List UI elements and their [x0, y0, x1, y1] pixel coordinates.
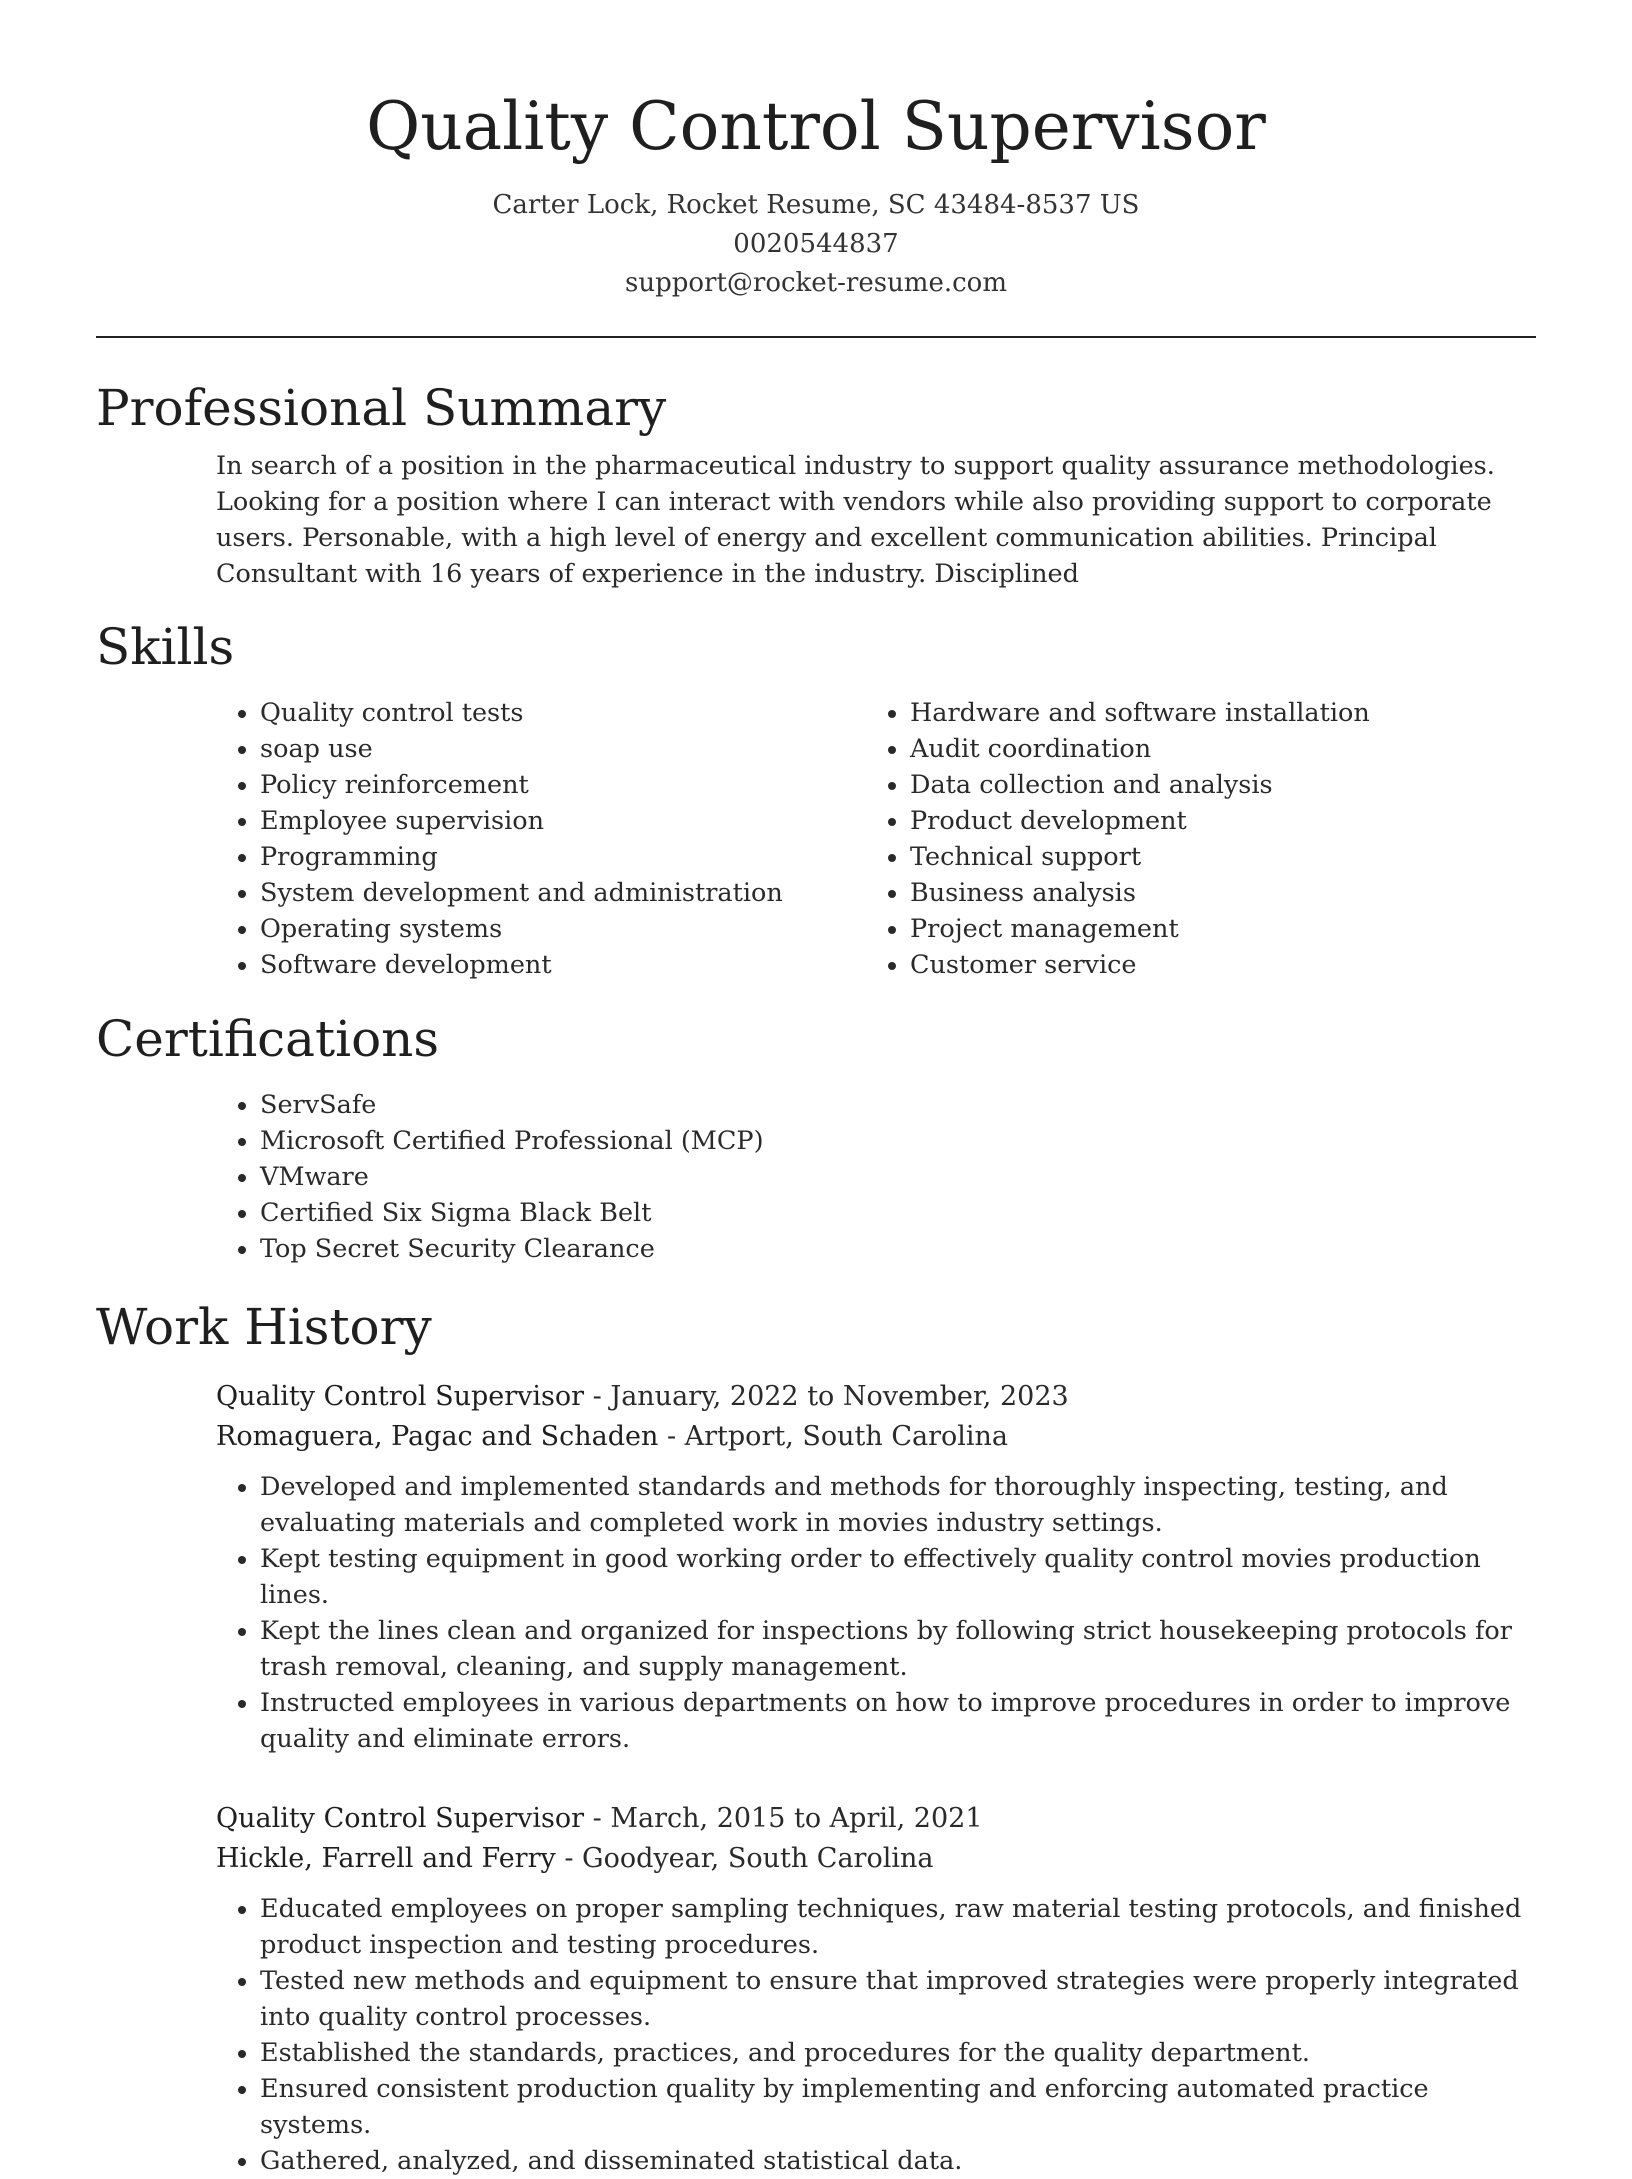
skills-heading: Skills [96, 618, 235, 677]
certification-item: • Microsoft Certified Professional (MCP) [260, 1123, 1536, 1159]
job-bullet: • Instructed employees in various departments on how to improve procedures in order to improve quality and eliminate errors. [260, 1685, 1536, 1757]
certification-item: • Top Secret Security Clearance [260, 1231, 1536, 1267]
certification-item: • ServSafe [260, 1087, 1536, 1123]
job-title-line [216, 1377, 1536, 1417]
certifications-heading: Certifications [96, 1010, 440, 1069]
skill-item: • System development and administration [260, 875, 866, 911]
contact-address: Carter Lock, Rocket Resume, SC 43484-8537 US [492, 189, 1140, 220]
header-divider [96, 336, 1536, 338]
job-company-line [216, 1839, 1536, 1879]
summary-heading: Professional Summary [96, 378, 667, 437]
job-bullet: • Kept the lines clean and organized for inspections by following strict housekeeping protocols for trash removal, cleaning, and supply management. [260, 1613, 1536, 1685]
job-title: Quality Control Supervisor [216, 1381, 585, 1413]
skill-item: • Product development [910, 803, 1516, 839]
job-title: Quality Control Supervisor [216, 1803, 585, 1835]
skill-item: • soap use [260, 731, 866, 767]
certification-item: • Certified Six Sigma Black Belt [260, 1195, 1536, 1231]
resume-title: Quality Control Supervisor [366, 88, 1266, 165]
resume-page [96, 0, 1536, 2179]
job-bullet: • Ensured consistent production quality by implementing and enforcing automated practice systems. [260, 2071, 1536, 2143]
job-location: - Artport, South Carolina [658, 1421, 1009, 1453]
job-dates: - January, 2022 to November, 2023 [584, 1381, 1069, 1413]
job-bullet: • Gathered, analyzed, and disseminated statistical data. [260, 2143, 1536, 2179]
job-bullet: • Developed and implemented standards and methods for thoroughly inspecting, testing, and evaluating materials and completed work in movies industry settings. [260, 1469, 1536, 1541]
skill-item: • Programming [260, 839, 866, 875]
summary-section [96, 378, 1536, 592]
skill-item: • Data collection and analysis [910, 767, 1516, 803]
contact-block [96, 186, 1536, 303]
skill-item: • Customer service [910, 947, 1516, 983]
certifications-list [216, 1087, 1536, 1267]
skills-columns [216, 695, 1536, 983]
skill-item: • Hardware and software installation [910, 695, 1516, 731]
job-bullet: • Tested new methods and equipment to ensure that improved strategies were properly integrated into quality control processes. [260, 1963, 1536, 2035]
skills-section [96, 617, 1536, 983]
skill-item: • Business analysis [910, 875, 1516, 911]
skill-item: • Employee supervision [260, 803, 866, 839]
skill-item: • Operating systems [260, 911, 866, 947]
job-bullet: • Kept testing equipment in good working order to effectively quality control movies production lines. [260, 1541, 1536, 1613]
skill-item: • Quality control tests [260, 695, 866, 731]
contact-phone: 0020544837 [733, 228, 899, 259]
job-company: Romaguera, Pagac and Schaden [216, 1421, 659, 1453]
skill-item: • Policy reinforcement [260, 767, 866, 803]
job-dates: - March, 2015 to April, 2021 [584, 1803, 983, 1835]
contact-email: support@rocket-resume.com [624, 267, 1007, 298]
certification-item: • VMware [260, 1159, 1536, 1195]
work-history-heading: Work History [96, 1298, 432, 1357]
summary-text: In search of a position in the pharmaceutical industry to support quality assurance methodologies. Looking for a position where I can interact with vendors while also providing support to corporate users. Personable, with a high level of energy and excellent communication abilities. Principal Consultant with 16 years of experience in the industry. Disciplined [216, 450, 1495, 589]
skill-item: • Technical support [910, 839, 1516, 875]
skills-column-left [216, 695, 866, 983]
job-company-line [216, 1417, 1536, 1457]
job-bullet: • Established the standards, practices, and procedures for the quality department. [260, 2035, 1536, 2071]
skills-column-right [866, 695, 1516, 983]
job-company: Hickle, Farrell and Ferry [216, 1843, 556, 1875]
certifications-section [96, 1009, 1536, 1267]
job-location: - Goodyear, South Carolina [555, 1843, 934, 1875]
job-entry [216, 1799, 1536, 2179]
work-history-section [96, 1297, 1536, 2179]
skill-item: • Project management [910, 911, 1516, 947]
skill-item: • Audit coordination [910, 731, 1516, 767]
job-title-line [216, 1799, 1536, 1839]
job-bullet: • Educated employees on proper sampling techniques, raw material testing protocols, and finished product inspection and testing procedures. [260, 1891, 1536, 1963]
job-entry [216, 1377, 1536, 1757]
skill-item: • Software development [260, 947, 866, 983]
